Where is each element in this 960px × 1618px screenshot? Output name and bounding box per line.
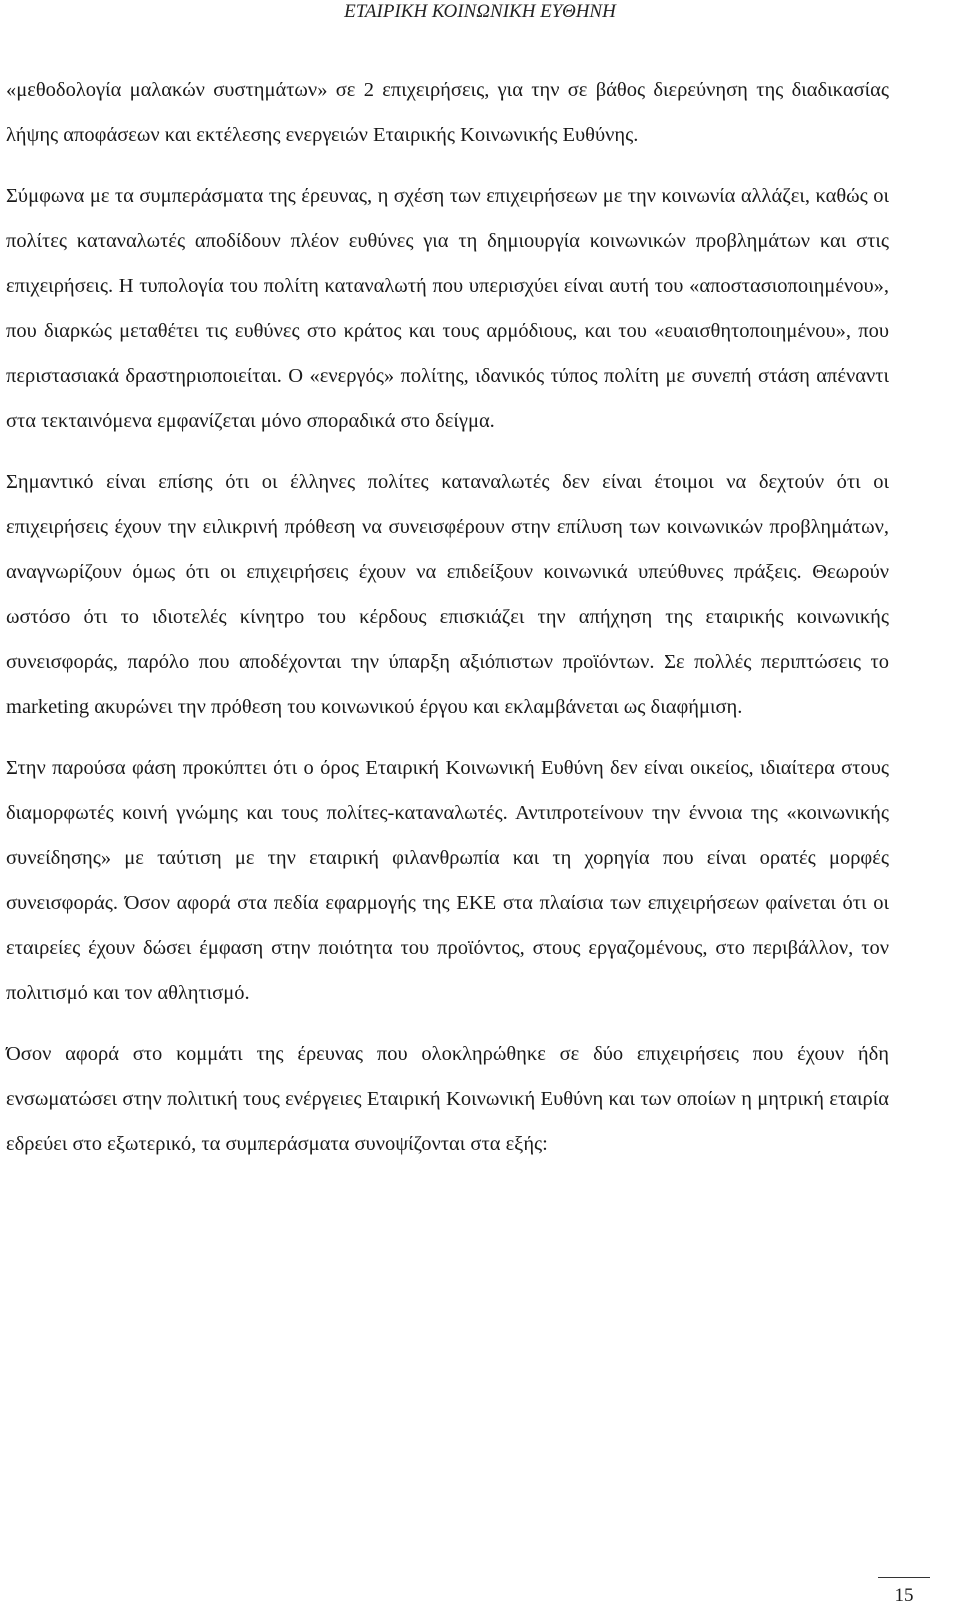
paragraph: «μεθοδολογία μαλακών συστημάτων» σε 2 επιχειρήσεις, για την σε βάθος διερεύνηση της διαδικασίας λήψης αποφάσεων και εκτέλεσης ενεργειών Εταιρικής Κοινωνικής Ευθύνης. [6,79,889,146]
paragraph: Σύμφωνα με τα συμπεράσματα της έρευνας, η σχέση των επιχειρήσεων με την κοινωνία αλλάζει, καθώς οι πολίτες καταναλωτές αποδίδουν πλέον ευθύνες για τη δημιουργία κοινωνικών προβλημάτων και στις επιχειρήσεις. Η τυπολογία του πολίτη καταναλωτή που υπερισχύει είναι αυτή του «αποστασιοποιημένου», που διαρκώς μεταθέτει τις ευθύνες στο κράτος και τους αρμόδιους, και του «ευαισθητοποιημένου», που περιστασιακά δραστηριοποιείται. Ο «ενεργός» πολίτης, ιδανικός τύπος πολίτη με συνεπή στάση απέναντι στα τεκταινόμενα εμφανίζεται μόνο σποραδικά στο δείγμα. [6,185,889,432]
paragraph: Όσον αφορά στο κομμάτι της έρευνας που ολοκληρώθηκε σε δύο επιχειρήσεις που έχουν ήδη ενσωματώσει στην πολιτική τους ενέργειες Εταιρική Κοινωνική Ευθύνη και των οποίων η μητρική εταιρία εδρεύει στο εξωτερικό, τα συμπεράσματα συνοψίζονται στα εξής: [6,1043,889,1155]
page-number-rule [878,1577,930,1578]
paragraph: Σημαντικό είναι επίσης ότι οι έλληνες πολίτες καταναλωτές δεν είναι έτοιμοι να δεχτούν ότι οι επιχειρήσεις έχουν την ειλικρινή πρόθεση να συνεισφέρουν στην επίλυση των κοινωνικών προβλημάτων, αναγνωρίζουν όμως ότι οι επιχειρήσεις έχουν να επιδείξουν κοινωνικά υπεύθυνες πράξεις. Θεωρούν ωστόσο ότι το ιδιοτελές κίνητρο του κέρδους επισκιάζει την απήχηση της εταιρικής κοινωνικής συνεισφοράς, παρόλο που αποδέχονται την ύπαρξη αξιόπιστων προϊόντων. Σε πολλές περιπτώσεις το marketing ακυρώνει την πρόθεση του κοινωνικού έργου και εκλαμβάνεται ως διαφήμιση. [6,471,889,718]
page-number: 15 [894,1585,914,1606]
paragraph: Στην παρούσα φάση προκύπτει ότι ο όρος Εταιρική Κοινωνική Ευθύνη δεν είναι οικείος, ιδιαίτερα στους διαμορφωτές κοινή γνώμης και τους πολίτες-καταναλωτές. Αντιπροτείνουν την έννοια της «κοινωνικής συνείδησης» με ταύτιση με την εταιρική φιλανθρωπία και τη χορηγία που είναι ορατές μορφές συνεισφοράς. Όσον αφορά στα πεδία εφαρμογής της ΕΚΕ στα πλαίσια των επιχειρήσεων φαίνεται ότι οι εταιρείες έχουν δώσει έμφαση στην ποιότητα του προϊόντος, στους εργαζομένους, στο περιβάλλον, τον πολιτισμό και τον αθλητισμό. [6,757,889,1004]
document-body [6,68,889,1167]
running-header: ΕΤΑΙΡΙΚΗ ΚΟΙΝΩΝΙΚΗ ΕΥΘΗΝΗ [344,1,616,22]
